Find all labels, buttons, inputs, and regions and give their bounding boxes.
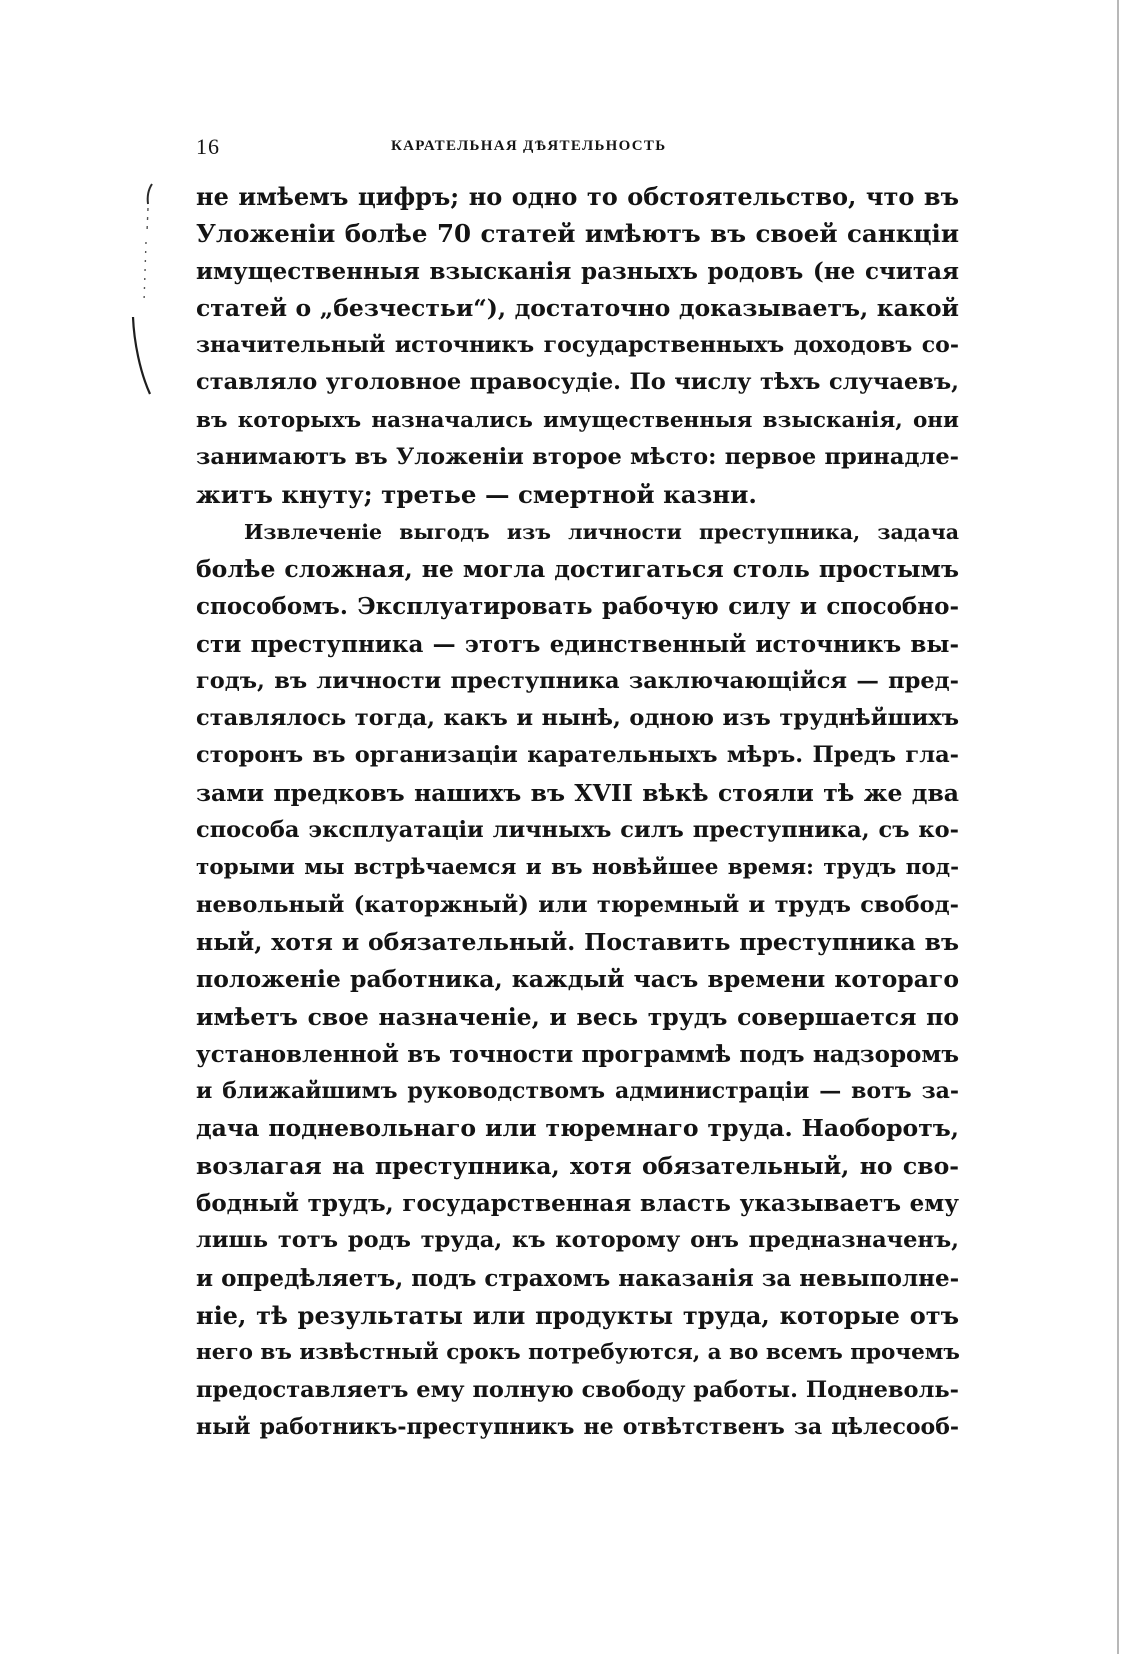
text-line: ставлялось тогда, какъ и нынѣ, одною изъ труднѣйшихъ xyxy=(196,705,959,732)
margin-pencil-mark xyxy=(130,182,170,412)
body-text xyxy=(196,178,959,1446)
text-line: годъ, въ личности преступника заключающійся — пред- xyxy=(196,667,959,694)
text-line: Извлеченіе выгодъ изъ личности преступника, задача xyxy=(244,519,959,544)
text-line: значительный источникъ государственныхъ доходовъ со- xyxy=(196,332,959,359)
text-line: него въ извѣстный срокъ потребуются, а во всемъ прочемъ xyxy=(196,1340,960,1366)
paragraph-1 xyxy=(196,178,959,514)
text-line: и ближайшимъ руководствомъ администраціи — вотъ за- xyxy=(196,1078,959,1105)
running-head: КАРАТЕЛЬНАЯ ДѢЯТЕЛЬНОСТЬ xyxy=(391,138,667,154)
text-line: ный, хотя и обязательный. Поставить преступника въ xyxy=(196,927,959,956)
text-line: ный работникъ-преступникъ не отвѣтственъ за цѣлесооб- xyxy=(196,1413,959,1440)
text-line: положеніе работника, каждый часъ времени котораго xyxy=(196,965,959,994)
text-line: способомъ. Эксплуатировать рабочую силу и способно- xyxy=(196,593,959,621)
text-line: статей о „безчестьи“), достаточно доказываетъ, какой xyxy=(196,293,959,322)
text-line: торыми мы встрѣчаемся и въ новѣйшее время: трудъ под- xyxy=(196,855,959,881)
text-line: сти преступника — этотъ единственный источникъ вы- xyxy=(196,630,959,658)
text-line: зами предковъ нашихъ въ XVII вѣкѣ стояли тѣ же два xyxy=(196,778,959,807)
text-line: болѣе сложная, не могла достигаться столь простымъ xyxy=(196,554,959,583)
text-line: не имѣемъ цифръ; но одно то обстоятельство, что въ xyxy=(196,182,959,211)
text-line: лишь тотъ родъ труда, къ которому онъ предназначенъ, xyxy=(196,1227,959,1254)
text-line: въ которыхъ назначались имущественныя взысканія, они xyxy=(196,407,959,433)
text-line: житъ кнуту; третье — смертной казни. xyxy=(196,480,757,510)
text-line: и опредѣляетъ, подъ страхомъ наказанія за невыполне- xyxy=(196,1264,960,1292)
text-line: невольный (каторжный) или тюремный и трудъ свобод- xyxy=(196,891,959,918)
text-line: имущественныя взысканія разныхъ родовъ (не считая xyxy=(196,257,959,285)
text-line: бодный трудъ, государственная власть указываетъ ему xyxy=(196,1190,959,1218)
text-line: занимаютъ въ Уложеніи второе мѣсто: первое принадле- xyxy=(196,444,959,471)
text-line: ніе, тѣ результаты или продукты труда, которые отъ xyxy=(196,1300,959,1330)
text-line: предоставляетъ ему полную свободу работы. Подневоль- xyxy=(196,1376,959,1403)
text-line: установленной въ точности программѣ подъ надзоромъ xyxy=(196,1040,959,1068)
text-line: имѣетъ свое назначеніе, и весь трудъ совершается по xyxy=(196,1002,959,1031)
text-line: Уложеніи болѣе 70 статей имѣютъ въ своей санкціи xyxy=(196,219,959,249)
text-line: способа эксплуатаціи личныхъ силъ преступника, съ ко- xyxy=(196,817,959,844)
text-line: возлагая на преступника, хотя обязательный, но сво- xyxy=(196,1151,959,1180)
text-line: сторонъ въ организаціи карательныхъ мѣръ. Предъ гла- xyxy=(196,742,959,769)
page-header xyxy=(196,134,960,164)
page-number: 16 xyxy=(196,134,220,159)
paragraph-2 xyxy=(196,514,959,1446)
text-line: ставляло уголовное правосудіе. По числу тѣхъ случаевъ, xyxy=(196,369,959,396)
scan-edge-line xyxy=(1117,0,1119,1654)
text-line: дача подневольнаго или тюремнаго труда. Наоборотъ, xyxy=(196,1114,959,1143)
